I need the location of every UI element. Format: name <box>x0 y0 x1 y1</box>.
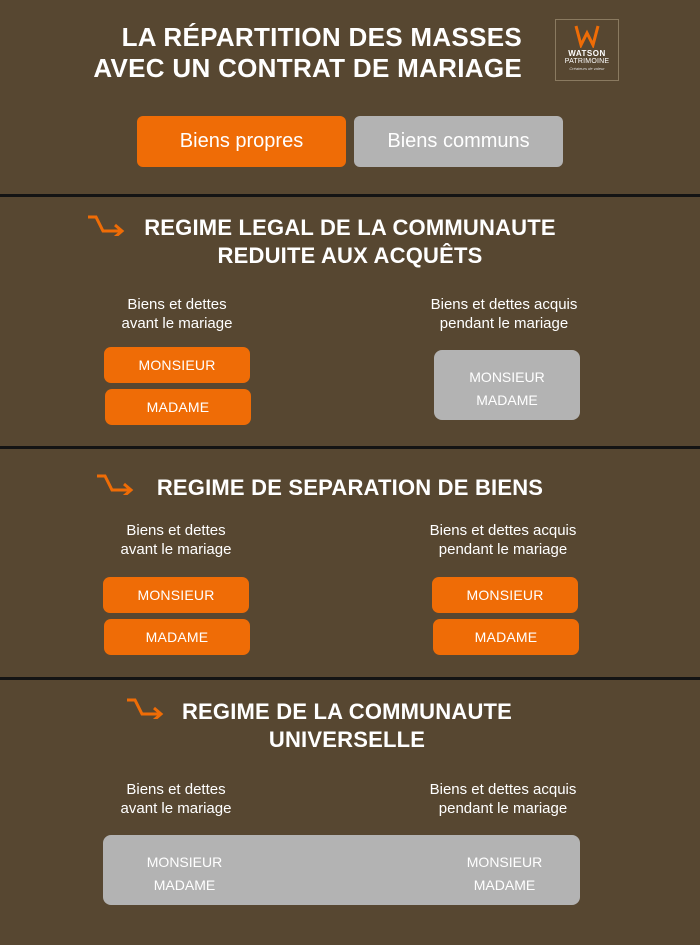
madame-common-acquired-label: MADAME <box>473 877 536 893</box>
before-marriage-label <box>76 780 276 818</box>
page-title-line-2: AVEC UN CONTRAT DE MARIAGE <box>93 53 522 83</box>
label-line: avant le mariage <box>120 541 232 558</box>
label-line: pendant le mariage <box>438 800 568 817</box>
monsieur-own-acquired-badge: MONSIEUR <box>432 577 578 613</box>
madame-common-label: MADAME <box>476 392 538 408</box>
page-title-line-1: LA RÉPARTITION DES MASSES <box>121 22 522 52</box>
monsieur-own-badge: MONSIEUR <box>104 347 250 383</box>
logo-name: WATSON <box>568 49 606 58</box>
madame-own-badge: MADAME <box>104 619 250 655</box>
common-property-legend-button[interactable]: Biens communs <box>354 116 563 167</box>
during-marriage-label <box>403 521 603 559</box>
page-title <box>40 22 522 84</box>
label-line: avant le mariage <box>121 315 233 332</box>
label-line: Biens et dettes <box>127 296 227 313</box>
monsieur-own-badge: MONSIEUR <box>103 577 249 613</box>
section-title <box>160 698 534 754</box>
section-title-line-1: REGIME DE SEPARATION DE BIENS <box>156 475 544 500</box>
own-property-legend-button[interactable]: Biens propres <box>137 116 346 167</box>
label-line: Biens et dettes acquis <box>429 781 577 798</box>
turn-arrow-icon <box>125 697 165 719</box>
section-title <box>120 214 580 270</box>
madame-own-acquired-badge: MADAME <box>433 619 579 655</box>
during-marriage-label <box>404 295 604 333</box>
section-title <box>130 474 570 502</box>
label-line: Biens et dettes acquis <box>429 522 577 539</box>
logo-subname: PATRIMOINE <box>564 58 610 65</box>
watson-logo <box>555 19 619 81</box>
monsieur-common-label: MONSIEUR <box>146 854 223 870</box>
section-divider <box>0 446 700 449</box>
madame-own-badge: MADAME <box>105 389 251 425</box>
section-title-line-1: REGIME LEGAL DE LA COMMUNAUTE <box>144 215 556 240</box>
madame-common-label: MADAME <box>153 877 216 893</box>
turn-arrow-icon <box>95 473 135 495</box>
label-line: Biens et dettes <box>126 522 226 539</box>
section-title-line-1: REGIME DE LA COMMUNAUTE <box>181 699 513 724</box>
label-line: pendant le mariage <box>438 541 568 558</box>
during-marriage-label <box>403 780 603 818</box>
w-logo-icon <box>574 24 600 48</box>
before-marriage-label <box>77 295 277 333</box>
section-divider <box>0 194 700 197</box>
label-line: avant le mariage <box>120 800 232 817</box>
section-title-line-2: UNIVERSELLE <box>268 727 426 752</box>
label-line: Biens et dettes <box>126 781 226 798</box>
monsieur-common-acquired-label: MONSIEUR <box>466 854 543 870</box>
section-title-line-2: REDUITE AUX ACQUÊTS <box>217 243 483 268</box>
common-property-box <box>434 350 580 420</box>
before-marriage-label <box>76 521 276 559</box>
universal-common-property-box <box>103 835 580 905</box>
label-line: pendant le mariage <box>439 315 569 332</box>
label-line: Biens et dettes acquis <box>430 296 578 313</box>
monsieur-common-label: MONSIEUR <box>469 369 545 385</box>
section-divider <box>0 677 700 680</box>
logo-tagline: Créateurs de valeur <box>569 66 605 71</box>
